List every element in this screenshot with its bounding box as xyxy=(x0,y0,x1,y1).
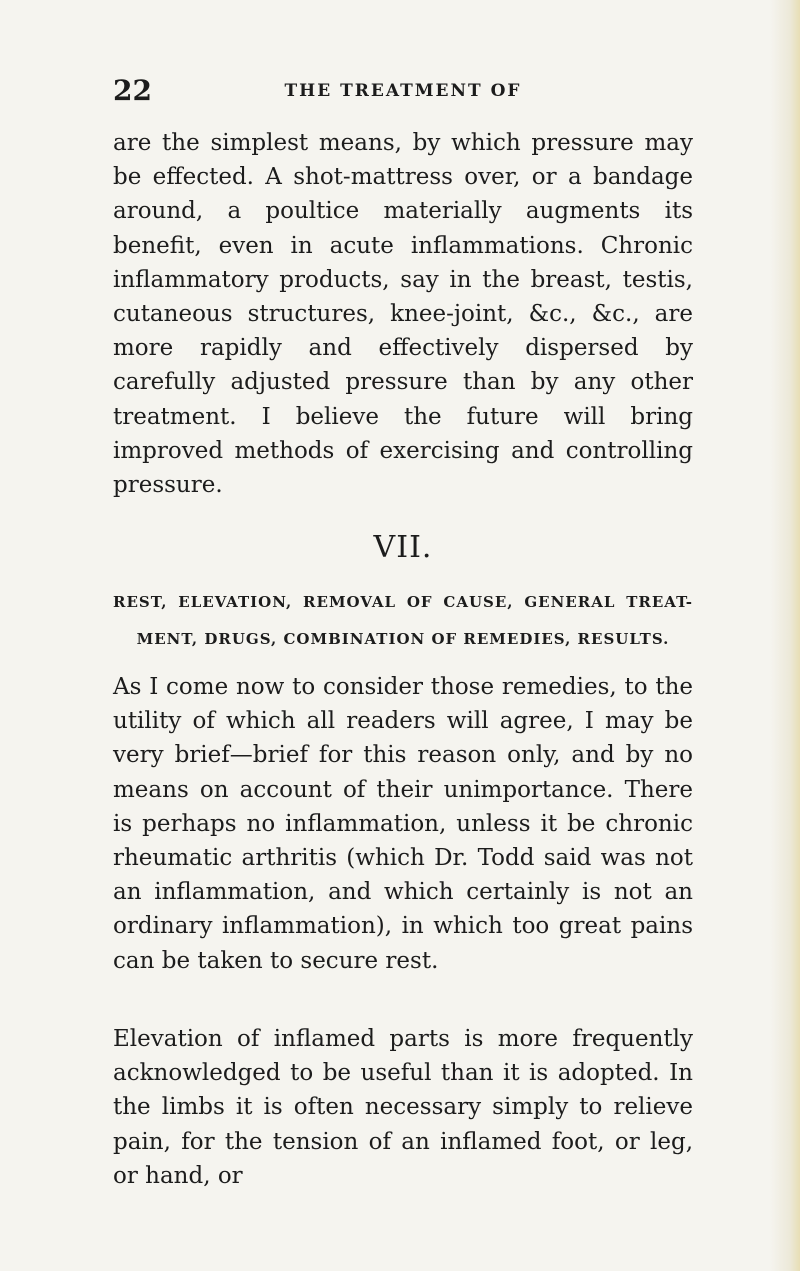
running-title: THE TREATMENT OF xyxy=(284,81,522,101)
page-number: 22 xyxy=(113,74,152,107)
section-heading: REST, ELEVATION, REMOVAL OF CAUSE, GENERAL TREAT- MENT, DRUGS, COMBINATION OF REMEDIES, RESULTS. xyxy=(113,593,693,648)
running-head xyxy=(113,74,693,108)
paragraph-pressure: are the simplest means, by which pressure may be effected. A shot-mattress over, or a bandage around, a poultice materially augments its benefit, even in acute inflammations. Chronic inflammatory products, say in the breast, testis, cutaneous structures, knee-joint, &c., &c., are more rapidly and effectively dispersed by carefully adjusted pressure than by any other treatment. I believe the future will bring improved methods of exercising and controlling pressure. xyxy=(113,130,693,499)
paragraph-rest: As I come now to consider those remedies, to the utility of which all readers will agree, I may be very brief—brief for this reason only, and by no means on account of their unimportance. There is perhaps no inflammation, unless it be chronic rheumatic arthritis (which Dr. Todd said was not an inflammation, and which certainly is not an ordinary inflammation), in which too great pains can be taken to secure rest. xyxy=(113,674,693,974)
paragraph-elevation: Elevation of inflamed parts is more frequently acknowledged to be useful than it is adopted. In the limbs it is often necessary simply to relieve pain, for the tension of an inflamed foot, or leg, or hand, or xyxy=(113,1026,693,1189)
section-numeral: VII. xyxy=(373,530,433,565)
